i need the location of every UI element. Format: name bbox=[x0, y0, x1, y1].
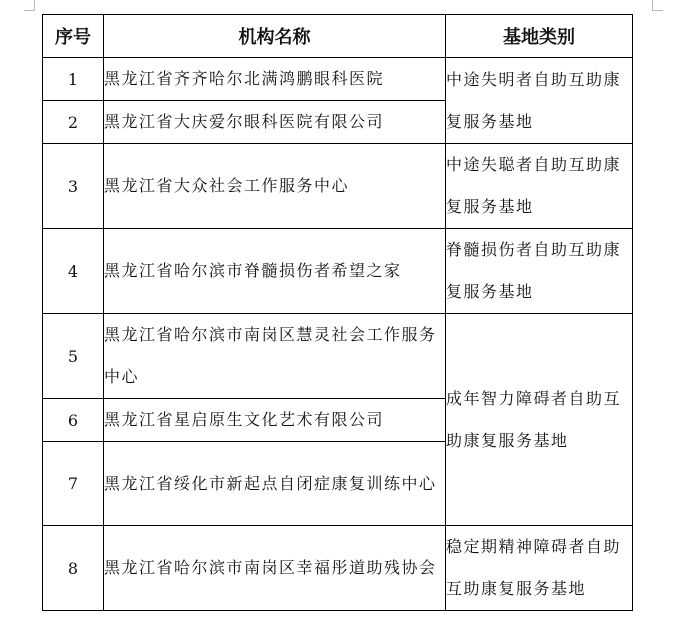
category-cell: 中途失聪者自助互助康复服务基地 bbox=[446, 144, 633, 229]
institution-name: 黑龙江省星启原生文化艺术有限公司 bbox=[104, 399, 446, 442]
category-cell: 成年智力障碍者自助互助康复服务基地 bbox=[446, 314, 633, 526]
row-index: 7 bbox=[43, 442, 104, 526]
header-index: 序号 bbox=[43, 15, 104, 58]
institution-name: 黑龙江省哈尔滨市脊髓损伤者希望之家 bbox=[104, 229, 446, 314]
row-index: 6 bbox=[43, 399, 104, 442]
table-row bbox=[43, 526, 633, 611]
institution-table bbox=[42, 14, 633, 611]
institution-name: 黑龙江省哈尔滨市南岗区慧灵社会工作服务中心 bbox=[104, 314, 446, 399]
row-index: 2 bbox=[43, 101, 104, 144]
row-index: 4 bbox=[43, 229, 104, 314]
institution-name: 黑龙江省绥化市新起点自闭症康复训练中心 bbox=[104, 442, 446, 526]
category-cell: 脊髓损伤者自助互助康复服务基地 bbox=[446, 229, 633, 314]
category-cell: 中途失明者自助互助康复服务基地 bbox=[446, 58, 633, 144]
row-index: 3 bbox=[43, 144, 104, 229]
row-index: 5 bbox=[43, 314, 104, 399]
institution-name: 黑龙江省大庆爱尔眼科医院有限公司 bbox=[104, 101, 446, 144]
header-name: 机构名称 bbox=[104, 15, 446, 58]
category-cell: 稳定期精神障碍者自助互助康复服务基地 bbox=[446, 526, 633, 611]
institution-name: 黑龙江省齐齐哈尔北满鸿鹏眼科医院 bbox=[104, 58, 446, 101]
page-corner-mark-left bbox=[24, 0, 35, 11]
table-row bbox=[43, 229, 633, 314]
institution-name: 黑龙江省大众社会工作服务中心 bbox=[104, 144, 446, 229]
table-row bbox=[43, 314, 633, 399]
header-category: 基地类别 bbox=[446, 15, 633, 58]
table-header-row bbox=[43, 15, 633, 58]
row-index: 1 bbox=[43, 58, 104, 101]
institution-name: 黑龙江省哈尔滨市南岗区幸福彤道助残协会 bbox=[104, 526, 446, 611]
page-corner-mark-right bbox=[652, 0, 663, 11]
table-row bbox=[43, 144, 633, 229]
table-row bbox=[43, 58, 633, 101]
row-index: 8 bbox=[43, 526, 104, 611]
